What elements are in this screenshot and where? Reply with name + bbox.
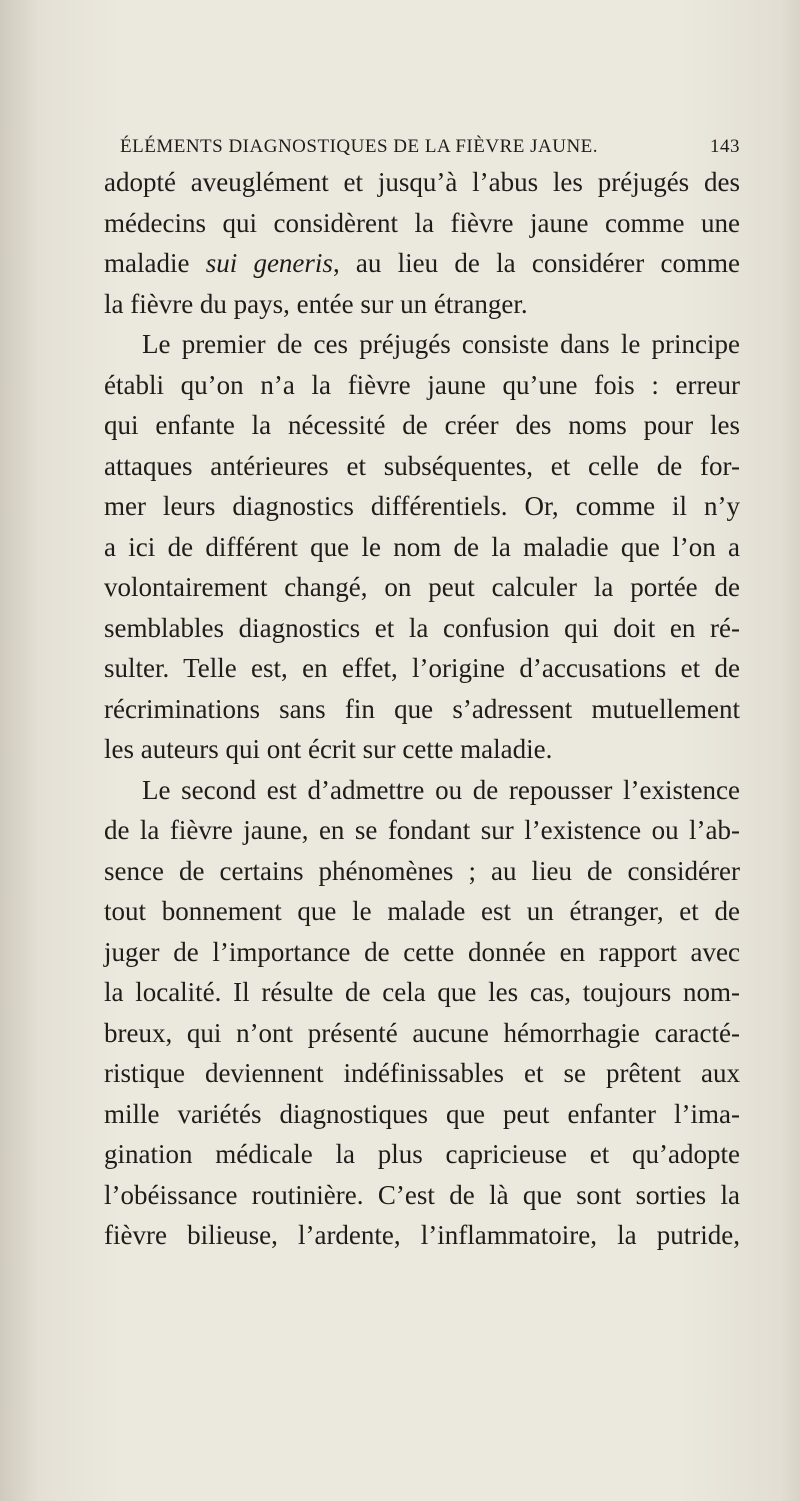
text-line: l’obéissance routinière. C’est de là que sont sorties la bbox=[104, 1179, 740, 1210]
text-line: la localité. Il résulte de cela que les cas, toujours nom- bbox=[104, 977, 740, 1007]
text-line: semblables diagnostics et la confusion qui doit en ré- bbox=[104, 612, 740, 643]
text-line: adopté aveuglément et jusqu’à l’abus les préjugés des bbox=[104, 167, 740, 197]
text-line: qui enfante la nécessité de créer des noms pour les bbox=[104, 410, 740, 440]
text-line: la fièvre du pays, entée sur un étranger. bbox=[104, 288, 528, 319]
text-line bbox=[104, 243, 740, 284]
text-line: établi qu’on n’a la fièvre jaune qu’une fois : erreur bbox=[104, 369, 740, 400]
text-line: de la fièvre jaune, en se fondant sur l’existence ou l’ab- bbox=[104, 815, 740, 845]
text-line: mer leurs diagnostics différentiels. Or, comme il n’y bbox=[104, 491, 740, 521]
text-line: sence de certains phénomènes ; au lieu de considérer bbox=[104, 855, 740, 886]
text-line: les auteurs qui ont écrit sur cette maladie. bbox=[104, 734, 553, 764]
text-line-end: , au lieu de la considérer comme bbox=[332, 248, 740, 278]
page-number: 143 bbox=[710, 136, 740, 157]
running-title: ÉLÉMENTS DIAGNOSTIQUES DE LA FIÈVRE JAUNE. bbox=[120, 136, 599, 157]
text-line: tout bonnement que le malade est un étranger, et de bbox=[104, 896, 740, 926]
text-line: attaques antérieures et subséquentes, et celle de for- bbox=[104, 450, 740, 481]
text-line: mille variétés diagnostiques que peut enfanter l’ima- bbox=[104, 1098, 740, 1129]
text-line: récriminations sans fin que s’adressent mutuellement bbox=[104, 693, 740, 724]
text-line-start: maladie bbox=[104, 248, 206, 278]
text-line: volontairement changé, on peut calculer la portée de bbox=[104, 572, 740, 602]
text-line: Le premier de ces préjugés consiste dans le principe bbox=[142, 329, 740, 359]
text-line: fièvre bilieuse, l’ardente, l’inflammatoire, la putride, bbox=[104, 1220, 740, 1250]
text-line: médecins qui considèrent la fièvre jaune comme une bbox=[104, 207, 740, 238]
text-line: breux, qui n’ont présenté aucune hémorrhagie caracté- bbox=[104, 1017, 740, 1048]
text-line: Le second est d’admettre ou de repousser l’existence bbox=[142, 774, 740, 805]
text-line: a ici de différent que le nom de la maladie que l’on a bbox=[104, 531, 740, 562]
text-line: ristique deviennent indéfinissables et se prêtent aux bbox=[104, 1058, 740, 1088]
text-line: juger de l’importance de cette donnée en rapport avec bbox=[104, 936, 740, 967]
latin-phrase: sui generis bbox=[205, 248, 333, 278]
text-line: sulter. Telle est, en effet, l’origine d’accusations et de bbox=[104, 653, 740, 683]
body-text bbox=[104, 162, 740, 1256]
text-line: gination médicale la plus capricieuse et qu’adopte bbox=[104, 1139, 740, 1169]
